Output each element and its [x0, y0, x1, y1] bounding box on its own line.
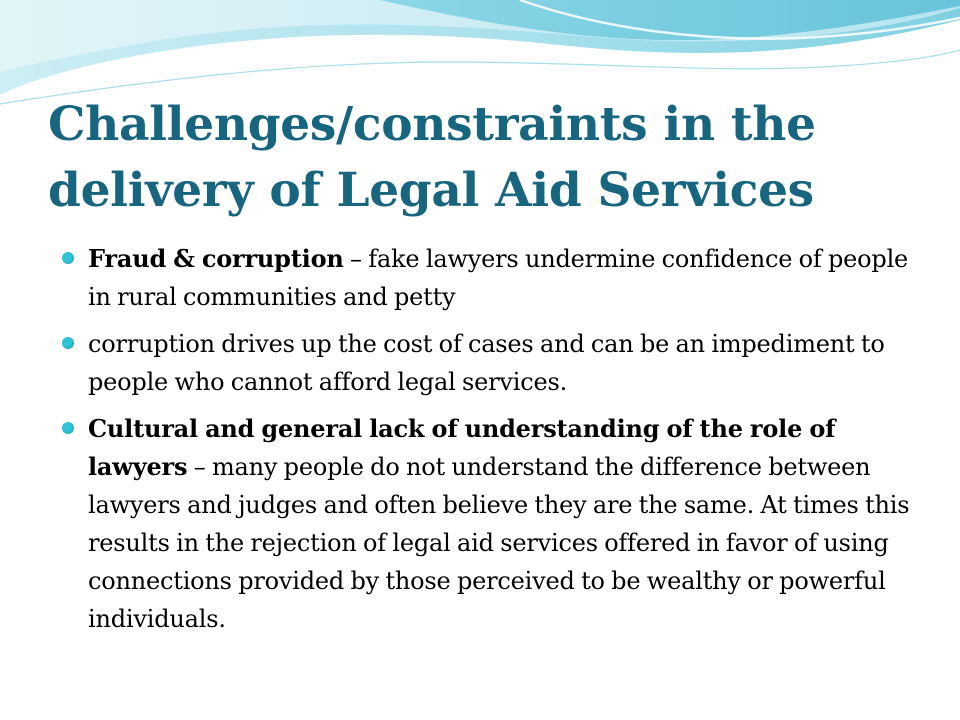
bullet-dot-icon — [62, 337, 74, 349]
bullet-body: – fake lawyers undermine confidence of people in rural communities and petty — [88, 245, 909, 311]
bullet-item-cultural — [60, 410, 910, 638]
bullet-dot-icon — [62, 252, 74, 264]
bullet-text — [88, 240, 910, 316]
slide-title: Challenges/constraints in the delivery of Legal Aid Services — [48, 97, 816, 218]
bullet-heading: Fraud & corruption — [88, 244, 344, 273]
bullet-item-fraud — [60, 240, 910, 316]
bullet-text — [88, 325, 910, 401]
bullet-item-corruption-cost — [60, 325, 910, 401]
bullet-heading: Cultural and general lack of understanding of the role of lawyers — [88, 414, 836, 481]
bullet-text — [88, 410, 910, 638]
bullet-list — [60, 240, 910, 647]
bullet-body: – many people do not understand the difference between lawyers and judges and often believe they are the same. At times this results in the rejection of legal aid services offered in favor of using connections provided by those perceived to be wealthy or powerful individuals. — [88, 453, 910, 633]
bullet-body: corruption drives up the cost of cases and can be an impediment to people who cannot afford legal services. — [88, 330, 885, 396]
bullet-dot-icon — [62, 422, 74, 434]
